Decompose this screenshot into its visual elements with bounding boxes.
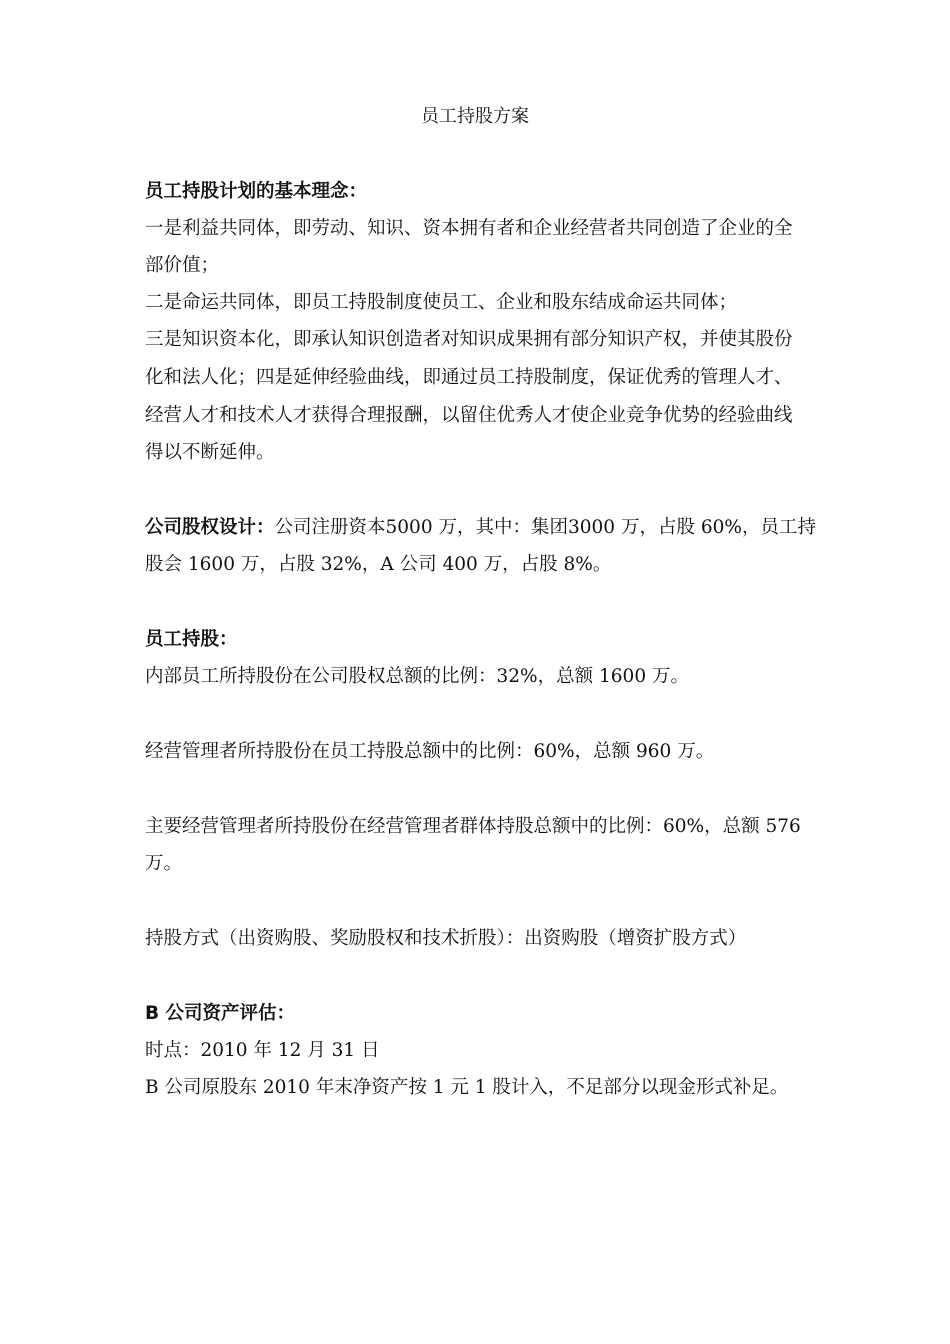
paragraph-line: 经营人才和技术人才获得合理报酬，以留住优秀人才使企业竞争优势的经验曲线: [145, 405, 793, 426]
document-title: 员工持股方案: [421, 106, 529, 127]
paragraph-line: 二是命运共同体，即员工持股制度使员工、企业和股东结成命运共同体；: [145, 292, 738, 313]
key-manager-ratio-text: 主要经营管理者所持股份在经营管理者群体持股总额中的比例：60%，总额 576: [145, 816, 801, 837]
paragraph-line: 化和法人化；四是延伸经验曲线，即通过员工持股制度，保证优秀的管理人才、: [145, 367, 793, 388]
key-manager-ratio-text-2: 万。: [145, 853, 183, 874]
valuation-date-text: 时点：2010 年 12 月 31 日: [145, 1040, 380, 1061]
valuation-method-text: B 公司原股东 2010 年末净资产按 1 元 1 股计入，不足部分以现金形式补足。: [145, 1077, 789, 1098]
equity-design-line: [145, 516, 816, 540]
section-heading-shareholding: 员工持股：: [145, 629, 238, 650]
equity-text: 公司注册资本5000 万，其中：集团3000 万，占股 60%，员工持: [274, 517, 816, 538]
paragraph-line: 一是利益共同体，即劳动、知识、资本拥有者和企业经营者共同创造了企业的全: [145, 218, 793, 239]
section-heading-valuation: B 公司资产评估：: [145, 1003, 296, 1024]
shareholding-ratio-text: 内部员工所持股份在公司股权总额的比例：32%，总额 1600 万。: [145, 666, 689, 687]
shareholding-method-text: 持股方式（出资购股、奖励股权和技术折股）：出资购股（增资扩股方式）: [145, 928, 747, 949]
manager-ratio-text: 经营管理者所持股份在员工持股总额中的比例：60%，总额 960 万。: [145, 741, 715, 762]
paragraph-line: 部价值；: [145, 255, 220, 276]
paragraph-line: 得以不断延伸。: [145, 442, 275, 463]
paragraph-line: 三是知识资本化，即承认知识创造者对知识成果拥有部分知识产权，并使其股份: [145, 329, 793, 350]
section-heading-equity: 公司股权设计：: [145, 517, 275, 538]
section-heading-concept: 员工持股计划的基本理念：: [145, 181, 368, 202]
equity-design-line-2: 股会 1600 万，占股 32%，A 公司 400 万，占股 8%。: [145, 554, 612, 575]
